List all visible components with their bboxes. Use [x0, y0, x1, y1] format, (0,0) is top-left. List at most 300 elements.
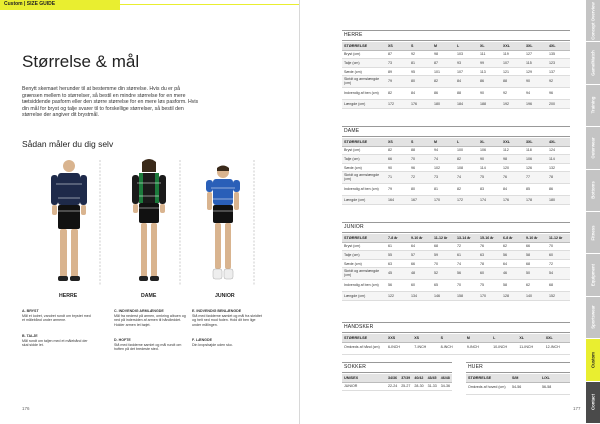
table-title: SOKKER [342, 362, 452, 373]
table-cell: 80 [409, 76, 432, 88]
figure-herre [36, 156, 102, 290]
column-header: 46/48 [439, 374, 452, 382]
table-cell: 28-30 [412, 382, 425, 391]
table-cell: 158 [455, 292, 478, 301]
table-cell: 70 [547, 242, 570, 251]
table-row [342, 163, 570, 172]
row-label: JUNIOR [342, 382, 386, 391]
table-cell: 114 [547, 155, 570, 164]
table-cell: 98 [432, 50, 455, 59]
row-label: Talje (cm) [342, 59, 386, 68]
table-cell: 107 [455, 67, 478, 76]
column-header: STØRRELSE [342, 334, 386, 342]
column-header: XL [517, 334, 543, 342]
table-cell: 124 [547, 146, 570, 155]
table-cell: 200 [547, 100, 570, 109]
column-header: UNISEX [342, 374, 386, 382]
table-cell: 82 [386, 88, 409, 100]
table-cell: 180 [547, 196, 570, 205]
table-cell: 87 [432, 59, 455, 68]
table-cell: 7-INCH [412, 342, 438, 354]
measure-title: C. INDVENDIG ARMLÆNGDE [114, 309, 164, 313]
table-cell: 94 [432, 146, 455, 155]
column-header: 40/42 [412, 374, 425, 382]
table-cell: 90 [524, 76, 547, 88]
column-header: L [491, 334, 517, 342]
table-cell: 58 [524, 251, 547, 260]
table-cell: 80 [409, 184, 432, 196]
table-row [342, 59, 570, 68]
section-header-label: Custom | SIZE GUIDE [4, 1, 56, 7]
table-cell: 196 [524, 100, 547, 109]
column-header: XL [478, 138, 501, 146]
table-header-row [342, 138, 570, 146]
table-cell: 93 [455, 59, 478, 68]
table-cell: 170 [478, 292, 501, 301]
table-cell: 25-27 [399, 382, 412, 391]
table-cell: 178 [524, 196, 547, 205]
tab-custom[interactable] [586, 339, 600, 381]
table-cell: 61 [386, 242, 409, 251]
table-cell: 87 [386, 50, 409, 59]
table-cell: 11-INCH [517, 342, 543, 354]
table-cell: 118 [524, 146, 547, 155]
table-cell: 107 [501, 59, 524, 68]
table-cell: 34-36 [439, 382, 452, 391]
table-cell: 54 [547, 268, 570, 280]
table-cell: 86 [478, 76, 501, 88]
table-cell: 167 [409, 196, 432, 205]
table-cell: 82 [455, 184, 478, 196]
column-header: L [455, 138, 478, 146]
table-cell: 68 [432, 242, 455, 251]
measure-text: Mål rundt om taljen med et målebånd der skal sidde let. [22, 338, 88, 348]
table-cell: 70 [432, 259, 455, 268]
table-cell: 137 [547, 67, 570, 76]
table-row [342, 292, 570, 301]
table-cell: 82 [432, 76, 455, 88]
row-label: Omkreds af hoved (cm) [466, 382, 510, 394]
tab-fitness[interactable] [586, 212, 600, 254]
tab-game-match[interactable] [586, 42, 600, 84]
table-cell: 152 [547, 292, 570, 301]
table-cell: 54-56 [510, 382, 540, 394]
table-cell: 57 [409, 251, 432, 260]
table-cell: 6-INCH [386, 342, 412, 354]
column-header: 3XL [524, 138, 547, 146]
row-label: Sæde (cm) [342, 259, 386, 268]
row-label: Skridt og armslængde (cm) [342, 76, 386, 88]
measure-a [22, 309, 94, 323]
table-cell: 22-24 [386, 382, 399, 391]
table-header-row [342, 334, 570, 342]
row-label: Længde (cm) [342, 196, 386, 205]
column-header: L/XL [540, 374, 570, 382]
table-cell: 103 [455, 50, 478, 59]
figure-caption-dame: DAME [141, 293, 157, 299]
column-header: STØRRELSE [466, 374, 510, 382]
table-cell: 126 [524, 163, 547, 172]
table-row [342, 259, 570, 268]
measure-title: A. BRYST [22, 309, 39, 313]
table-cell: 72 [409, 172, 432, 184]
table-cell: 86 [432, 88, 455, 100]
table-cell: 62 [501, 242, 524, 251]
row-label: Bryst (cm) [342, 50, 386, 59]
column-header: XS [412, 334, 438, 342]
column-header: 7-8 år [386, 234, 409, 242]
table-cell: 170 [432, 196, 455, 205]
figure-junior [190, 156, 256, 290]
tab-training[interactable] [586, 85, 600, 127]
table-row [342, 100, 570, 109]
table-row [342, 280, 570, 292]
measure-title: F. LÆNGDE [192, 338, 212, 342]
figure-dame [116, 156, 182, 290]
column-header: S/M [510, 374, 540, 382]
table-cell: 172 [455, 196, 478, 205]
row-label: Omkreds af hånd (cm) [342, 342, 386, 354]
tab-concept-overview[interactable] [586, 0, 600, 42]
row-label: Indvendig af ben (cm) [342, 184, 386, 196]
measure-d [114, 338, 186, 352]
table-herre [342, 30, 570, 109]
column-header: STØRRELSE [342, 42, 386, 50]
tab-label: Outerwear [590, 137, 596, 159]
table-header-row [342, 374, 452, 382]
table-handsker [342, 322, 570, 355]
table-title: HERRE [342, 30, 570, 41]
table-cell: 92 [409, 50, 432, 59]
table-cell: 101 [432, 67, 455, 76]
column-header: XL [478, 42, 501, 50]
table-cell: 132 [547, 163, 570, 172]
table-cell: 81 [432, 184, 455, 196]
measure-text: Stå med fødderne samlet og mål rundt om hoften på det bredeste sted. [114, 342, 182, 352]
table-cell: 176 [501, 196, 524, 205]
table-cell: 176 [409, 100, 432, 109]
section-header [0, 0, 120, 10]
table-cell: 8-INCH [439, 342, 465, 354]
table-cell: 96 [409, 163, 432, 172]
table-cell: 52 [432, 268, 455, 280]
table-cell: 45 [386, 268, 409, 280]
measure-text: Mål et lodret, vandret rundt om brystet med et målebånd under armene. [22, 313, 91, 323]
column-header: 43/45 [426, 374, 439, 382]
measure-title: D. HOFTE [114, 338, 131, 342]
table-junior [342, 222, 570, 301]
column-header: 15-16 år [478, 234, 501, 242]
table-row [342, 268, 570, 280]
table-cell: 61 [455, 251, 478, 260]
page-number-left: 176 [22, 406, 30, 411]
table-cell: 86 [547, 184, 570, 196]
table-cell: 60 [547, 251, 570, 260]
table-cell: 59 [432, 251, 455, 260]
row-label: Længde (cm) [342, 292, 386, 301]
table-cell: 62 [524, 280, 547, 292]
table-cell: 66 [524, 242, 547, 251]
measure-e [192, 309, 264, 327]
column-header: 13-14 år [455, 234, 478, 242]
tab-label: Training [590, 97, 596, 114]
tab-label: Custom [590, 351, 596, 368]
table-cell: 115 [524, 59, 547, 68]
table-cell: 120 [501, 163, 524, 172]
page-title: Størrelse & mål [22, 52, 140, 71]
table-cell: 56 [501, 251, 524, 260]
table-cell: 73 [432, 172, 455, 184]
table-cell: 92 [501, 88, 524, 100]
column-header: S [439, 334, 465, 342]
column-header: L [455, 42, 478, 50]
table-cell: 66 [386, 155, 409, 164]
table-row [342, 242, 570, 251]
table-cell: 64 [501, 259, 524, 268]
table-cell: 114 [478, 163, 501, 172]
tab-contact[interactable] [586, 382, 600, 424]
table-cell: 63 [386, 259, 409, 268]
table-cell: 84 [455, 76, 478, 88]
table-row [342, 184, 570, 196]
measure-f [192, 338, 264, 347]
table-cell: 94 [524, 88, 547, 100]
measure-b [22, 334, 94, 348]
table-cell: 111 [478, 50, 501, 59]
table-cell: 88 [455, 88, 478, 100]
table-row [342, 251, 570, 260]
table-cell: 90 [386, 163, 409, 172]
table-cell: 48 [409, 268, 432, 280]
row-label: Skridt og armslængde (cm) [342, 268, 386, 280]
measure-text: Din kropshøjde uden sko. [192, 342, 233, 347]
row-label: Bryst (cm) [342, 242, 386, 251]
measure-c [114, 309, 186, 327]
column-header: 11-12 år [432, 234, 455, 242]
table-cell: 66 [409, 259, 432, 268]
table-cell: 100 [455, 146, 478, 155]
table-cell: 129 [524, 67, 547, 76]
measure-title: B. TALJE [22, 334, 38, 338]
table-cell: 12-INCH [544, 342, 570, 354]
figure-caption-herre: HERRE [59, 293, 78, 299]
measure-text: Stå med fødderne samlet og mål fra skridtet og helt ned mod foden. Hold dit ben lige under målingen. [192, 313, 262, 327]
row-label: Indvendig af ben (cm) [342, 280, 386, 292]
table-cell: 192 [501, 100, 524, 109]
table-title: JUNIOR [342, 222, 570, 233]
table-header-row [342, 234, 570, 242]
table-cell: 73 [386, 59, 409, 68]
table-cell: 75 [478, 280, 501, 292]
table-cell: 119 [501, 50, 524, 59]
column-header: 4XL [547, 138, 570, 146]
table-cell: 56 [455, 268, 478, 280]
category-tab-strip [586, 0, 600, 424]
table-cell: 68 [524, 259, 547, 268]
table-cell: 75 [478, 172, 501, 184]
table-row [342, 67, 570, 76]
table-cell: 88 [409, 146, 432, 155]
row-label: Talje (cm) [342, 251, 386, 260]
table-cell: 90 [478, 155, 501, 164]
table-cell: 127 [524, 50, 547, 59]
table-cell: 108 [455, 163, 478, 172]
tab-label: Sportswear [590, 305, 596, 330]
column-header: XXS [386, 334, 412, 342]
table-cell: 65 [432, 280, 455, 292]
table-cell: 112 [501, 146, 524, 155]
table-cell: 180 [432, 100, 455, 109]
column-header: M [465, 334, 491, 342]
tab-label: Concept Overview [590, 1, 596, 40]
table-row [342, 50, 570, 59]
table-cell: 89 [386, 67, 409, 76]
column-header: XS [386, 138, 409, 146]
table-cell: 95 [409, 67, 432, 76]
page-gutter [299, 0, 300, 424]
row-label: Indvendig af ben (cm) [342, 88, 386, 100]
measure-title: E. INDVENDIG BENLÆNGDE [192, 309, 242, 313]
column-header: 4XL [547, 42, 570, 50]
table-row [342, 382, 452, 391]
tab-equipment[interactable] [586, 254, 600, 296]
table-cell: 74 [455, 259, 478, 268]
table-cell: 56 [386, 280, 409, 292]
table-cell: 98 [501, 155, 524, 164]
table-cell: 60 [478, 268, 501, 280]
table-cell: 81 [409, 59, 432, 68]
table-cell: 96 [547, 88, 570, 100]
table-row [342, 146, 570, 155]
table-cell: 123 [547, 59, 570, 68]
table-cell: 140 [524, 292, 547, 301]
measure-text: Mål fra nederst på armen, omkring albuen og ned på indersiden af armen til håndleddet. Holder armen let bøjet. [114, 313, 186, 327]
column-header: XXL [544, 334, 570, 342]
intro-text: Benytt skemaet herunder til at bestemme din størrelse. Hvis du er på grænsen mellem to størrelser, så bestil en mindre størrelse for en mere tætsiddende pasform eller den større størrelse for en mere løs pasform. Hvis din mål for bryst og talje svarer til to forskellige størrelser, så bestil den størrelse der angiver dit brystmål. [22, 86, 199, 119]
table-cell: 84 [409, 88, 432, 100]
table-cell: 74 [432, 155, 455, 164]
column-header: 6-8 år [501, 234, 524, 242]
table-cell: 78 [478, 259, 501, 268]
column-header: 34/36 [386, 374, 399, 382]
table-cell: 46 [501, 268, 524, 280]
table-title: HUER [466, 362, 570, 373]
table-cell: 68 [547, 280, 570, 292]
row-label: Bryst (cm) [342, 146, 386, 155]
table-cell: 84 [501, 184, 524, 196]
table-cell: 174 [478, 196, 501, 205]
tab-label: Game/Match [590, 50, 596, 76]
tab-sportswear[interactable] [586, 297, 600, 339]
table-cell: 83 [478, 184, 501, 196]
table-cell: 122 [386, 292, 409, 301]
table-cell: 146 [432, 292, 455, 301]
table-cell: 184 [455, 100, 478, 109]
tab-label: Fitness [590, 225, 596, 241]
table-cell: 134 [409, 292, 432, 301]
table-cell: 9-INCH [465, 342, 491, 354]
column-header: 3XL [524, 42, 547, 50]
table-cell: 60 [409, 280, 432, 292]
table-cell: 121 [501, 67, 524, 76]
table-row [342, 342, 570, 354]
table-cell: 50 [524, 268, 547, 280]
table-cell: 82 [455, 155, 478, 164]
table-title: HANDSKER [342, 322, 570, 333]
table-cell: 71 [386, 172, 409, 184]
table-row [342, 76, 570, 88]
table-cell: 78 [547, 172, 570, 184]
table-header-row [466, 374, 570, 382]
figure-caption-junior: JUNIOR [215, 293, 235, 299]
tab-label: Equipment [590, 263, 596, 287]
table-cell: 99 [478, 59, 501, 68]
table-dame [342, 126, 570, 205]
table-row [342, 172, 570, 184]
table-cell: 74 [455, 172, 478, 184]
header-rule [120, 4, 299, 5]
column-header: 9-10 år [524, 234, 547, 242]
column-header: S [409, 138, 432, 146]
table-cell: 88 [501, 76, 524, 88]
table-row [466, 382, 570, 394]
table-cell: 63 [478, 251, 501, 260]
column-header: XS [386, 42, 409, 50]
tab-bottoms[interactable] [586, 170, 600, 212]
table-cell: 79 [386, 76, 409, 88]
column-header: XXL [501, 42, 524, 50]
table-cell: 64 [409, 242, 432, 251]
column-header: STØRRELSE [342, 138, 386, 146]
table-cell: 102 [432, 163, 455, 172]
column-header: XXL [501, 138, 524, 146]
table-cell: 164 [386, 196, 409, 205]
row-label: Sæde (cm) [342, 67, 386, 76]
row-label: Sæde (cm) [342, 163, 386, 172]
table-sokker [342, 362, 452, 391]
table-cell: 90 [478, 88, 501, 100]
table-cell: 135 [547, 50, 570, 59]
table-cell: 106 [478, 146, 501, 155]
tab-label: Bottoms [590, 181, 596, 199]
table-cell: 10-INCH [491, 342, 517, 354]
how-to-measure-heading: Sådan måler du dig selv [22, 139, 114, 149]
tab-outerwear[interactable] [586, 127, 600, 169]
row-label: Skridt og armslængde (cm) [342, 172, 386, 184]
column-header: 37/39 [399, 374, 412, 382]
page-number-right: 177 [573, 406, 581, 411]
column-header: STØRRELSE [342, 234, 386, 242]
column-header: M [432, 138, 455, 146]
table-cell: 58 [501, 280, 524, 292]
row-label: Talje (cm) [342, 155, 386, 164]
table-cell: 128 [501, 292, 524, 301]
table-cell: 31-33 [426, 382, 439, 391]
column-header: S [409, 42, 432, 50]
table-title: DAME [342, 126, 570, 137]
table-cell: 70 [455, 280, 478, 292]
table-row [342, 196, 570, 205]
table-cell: 85 [524, 184, 547, 196]
column-header: M [432, 42, 455, 50]
column-header: 11-12 år [547, 234, 570, 242]
column-header: 9-10 år [409, 234, 432, 242]
table-row [342, 155, 570, 164]
table-cell: 55 [386, 251, 409, 260]
table-cell: 172 [386, 100, 409, 109]
table-cell: 72 [455, 242, 478, 251]
table-cell: 113 [478, 67, 501, 76]
